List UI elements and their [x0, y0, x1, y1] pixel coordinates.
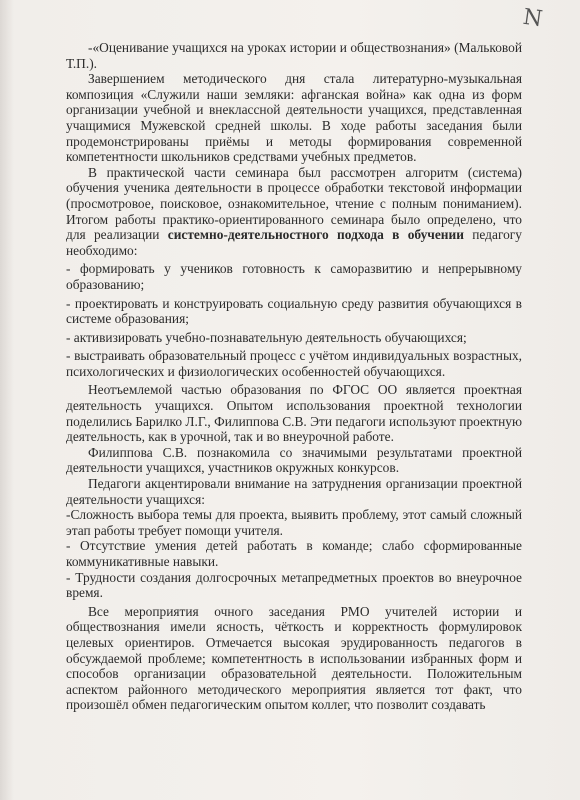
list-item-long-term-projects: - Трудности создания долгосрочных метапредметных проектов во внеурочное время. [66, 569, 522, 601]
practical-text: В практической части семинара был рассмотрен алгоритм (система) обучения ученика деятельности в процессе обработки текстовой информации (просмотровое, поисковое, ознакомительное, чтение с полным пониманием). Итогом работы практико-ориентированного семинара было определено, что для реализации [66, 164, 522, 243]
list-item-self-development: - формировать у учеников готовность к саморазвитию и непрерывному образованию; [66, 261, 522, 292]
practical-text-end: педагогу необходимо: [66, 227, 522, 258]
list-item-activation: - активизировать учебно-познавательную деятельность обучающихся; [66, 329, 467, 345]
list-item-topic-choice: -Сложность выбора темы для проекта, выявить проблему, этот самый сложный этап работы требует помощи учителя. [66, 507, 522, 538]
paragraph-conclusion: Все мероприятия очного заседания РМО учителей истории и обществознания имели ясность, чёткость и корректность формулировок целевых ориентиров. Отмечается высокая эрудированность педагогов в обсуждаемой проблеме; компетентность в использовании избранных форм и способов организации образовательной деятельности. Положительным аспектом районного методического мероприятия является тот факт, что произошёл обмен педагогическим опытом коллег, что позволит создавать [66, 603, 522, 713]
paragraph-practical-part [66, 165, 522, 259]
page-corner-mark: N [521, 4, 544, 33]
practical-bold-phrase: системно-деятельностного подхода в обучении [167, 227, 464, 243]
list-item-individual-features: - выстраивать образовательный процесс с учётом индивидуальных возрастных, психологических и физиологических особенностей обучающихся. [66, 348, 522, 379]
list-item-teamwork: - Отсутствие умения детей работать в команде; слабо сформированные коммуникативные навыки. [66, 538, 522, 569]
document-body [66, 40, 522, 713]
paragraph-assessment: -«Оценивание учащихся на уроках истории и обществознания» (Мальковой Т.П.). [66, 40, 522, 71]
paragraph-difficulties: Педагоги акцентировали внимание на затруднения организации проектной деятельности учащихся: [66, 476, 522, 507]
paragraph-project-activity: Неотъемлемой частью образования по ФГОС ОО является проектная деятельность учащихся. Опытом использования проектной технологии поделились Барилко Л.Г., Филиппова С.В. Эти педагоги используют проектную деятельность, как в урочной, так и во внеурочной работе. [66, 382, 522, 445]
paragraph-filippova: Филиппова С.В. познакомила со значимыми результатами проектной деятельности учащихся, участников окружных конкурсов. [66, 444, 522, 476]
list-item-social-environment: - проектировать и конструировать социальную среду развития обучающихся в системе образования; [66, 295, 522, 327]
paragraph-composition: Завершением методического дня стала литературно-музыкальная композиция «Служили наши земляки: афганская война» как одна из форм организации учебной и внеклассной деятельности учащихся, представленная учащимися Мужевской средней школы. В ходе работы заседания были продемонстрированы приёмы и методы формирования современной компетентности школьников средствами учебных предметов. [66, 71, 522, 165]
